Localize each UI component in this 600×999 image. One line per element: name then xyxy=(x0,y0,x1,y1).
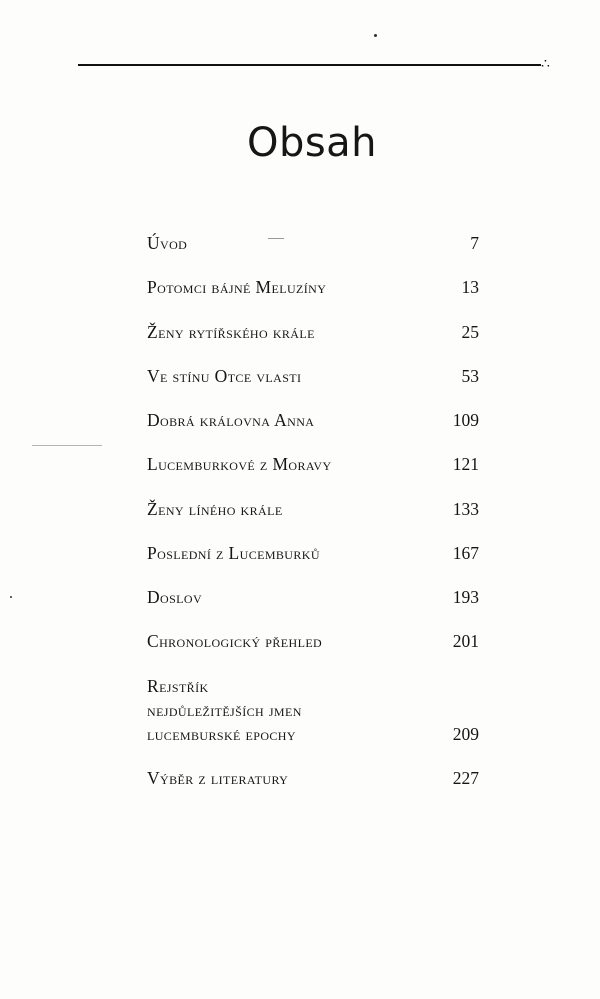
toc-entry-page: 109 xyxy=(452,410,479,430)
toc-entry-lucemburkove[interactable] xyxy=(147,452,479,476)
toc-entry-page: 201 xyxy=(452,631,479,651)
toc-entry-page: 7 xyxy=(470,233,479,253)
toc-entry-zeny-rytirskeho[interactable] xyxy=(147,320,479,344)
toc-entry-title: Ve stínu Otce vlasti xyxy=(147,366,302,386)
toc-entry-page: 209 xyxy=(452,724,479,744)
ornament-icon: ∴ xyxy=(541,56,550,72)
toc-entry-title: Dobrá královna Anna xyxy=(147,410,315,430)
header-rule xyxy=(78,64,541,66)
toc-entry-potomci[interactable] xyxy=(147,275,479,299)
scan-speck xyxy=(374,34,377,37)
toc-entry-page: 25 xyxy=(461,322,479,342)
toc-entry-dobra-kralovna[interactable] xyxy=(147,408,479,432)
toc-entry-page: 227 xyxy=(452,768,479,788)
toc-entry-posledni[interactable] xyxy=(147,541,479,565)
toc-entry-title-line-2: nejdůležitějších jmen xyxy=(147,700,302,720)
toc-entry-uvod[interactable] xyxy=(147,231,479,255)
page-title: Obsah xyxy=(246,120,378,166)
toc-entry-vyber[interactable] xyxy=(147,766,479,790)
toc-entry-page: 167 xyxy=(452,543,479,563)
toc-entry-rejstrik[interactable] xyxy=(147,674,479,746)
toc-entry-chronologicky[interactable] xyxy=(147,629,479,653)
scan-streak xyxy=(32,445,102,446)
toc-entry-title: Chronologický přehled xyxy=(147,631,323,651)
toc-entry-title: Potomci bájné Meluzíny xyxy=(147,277,327,297)
toc-entry-page: 13 xyxy=(461,277,479,297)
toc-entry-page: 193 xyxy=(452,587,479,607)
toc-entry-title-line-1: Rejstřík xyxy=(147,676,209,696)
toc-entry-page: 121 xyxy=(452,454,479,474)
toc-entry-ve-stinu[interactable] xyxy=(147,364,479,388)
scan-streak xyxy=(268,238,284,239)
toc-entry-title: Výběr z literatury xyxy=(147,768,289,788)
toc-entry-page: 53 xyxy=(461,366,479,386)
toc-entry-title: Lucemburkové z Moravy xyxy=(147,454,332,474)
toc-entry-zeny-lineho[interactable] xyxy=(147,497,479,521)
toc-entry-title: Ženy rytířského krále xyxy=(147,322,315,342)
toc-entry-title-line-3: lucemburské epochy xyxy=(147,724,296,744)
toc-entry-title: Doslov xyxy=(147,587,203,607)
toc-entry-title: Ženy líného krále xyxy=(147,499,283,519)
scan-speck xyxy=(10,596,12,598)
toc-entry-title: Poslední z Lucemburků xyxy=(147,543,320,563)
toc-entry-page: 133 xyxy=(452,499,479,519)
toc-entry-doslov[interactable] xyxy=(147,585,479,609)
toc-entry-title: Úvod xyxy=(147,233,188,253)
